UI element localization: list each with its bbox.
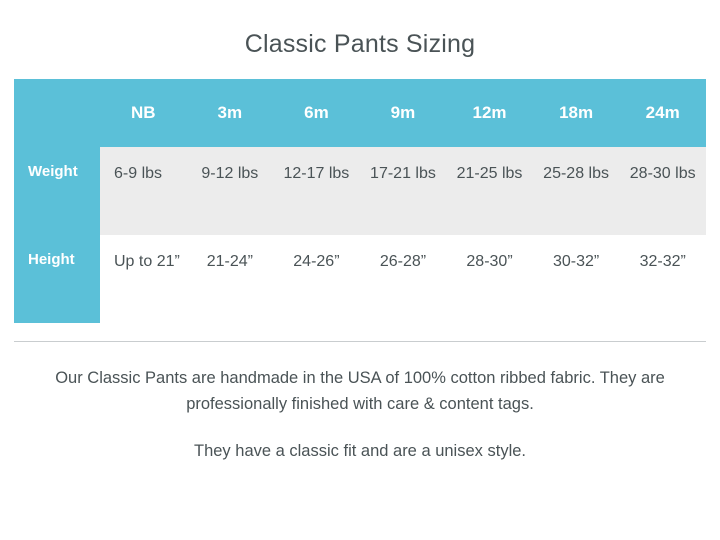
height-nb: Up to 21” (100, 235, 187, 323)
weight-9m: 17-21 lbs (360, 147, 447, 235)
table-row-height (14, 235, 706, 323)
note-block-fit (20, 439, 700, 465)
weight-18m: 25-28 lbs (533, 147, 620, 235)
table-header-row (14, 79, 706, 147)
sizing-table-wrapper (0, 79, 720, 323)
height-6m: 24-26” (273, 235, 360, 323)
weight-nb: 6-9 lbs (100, 147, 187, 235)
header-corner-cell (14, 79, 100, 147)
column-header-nb: NB (100, 79, 187, 147)
row-label-weight: Weight (14, 147, 100, 235)
column-header-6m: 6m (273, 79, 360, 147)
sizing-table (14, 79, 706, 323)
height-9m: 26-28” (360, 235, 447, 323)
table-row-weight (14, 147, 706, 235)
row-label-height: Height (14, 235, 100, 323)
height-24m: 32-32” (619, 235, 706, 323)
column-header-24m: 24m (619, 79, 706, 147)
weight-6m: 12-17 lbs (273, 147, 360, 235)
notes-section (0, 342, 720, 465)
height-18m: 30-32” (533, 235, 620, 323)
note-block-fabric (20, 366, 700, 417)
height-3m: 21-24” (187, 235, 274, 323)
column-header-3m: 3m (187, 79, 274, 147)
column-header-18m: 18m (533, 79, 620, 147)
note-text-fit: They have a classic fit and are a unisex style. (194, 442, 526, 461)
weight-3m: 9-12 lbs (187, 147, 274, 235)
column-header-9m: 9m (360, 79, 447, 147)
height-12m: 28-30” (446, 235, 533, 323)
column-header-12m: 12m (446, 79, 533, 147)
weight-24m: 28-30 lbs (619, 147, 706, 235)
page-title: Classic Pants Sizing (244, 30, 476, 58)
note-text-fabric: Our Classic Pants are handmade in the USA of 100% cotton ribbed fabric. They are professionally finished with care & content tags. (55, 369, 665, 413)
weight-12m: 21-25 lbs (446, 147, 533, 235)
